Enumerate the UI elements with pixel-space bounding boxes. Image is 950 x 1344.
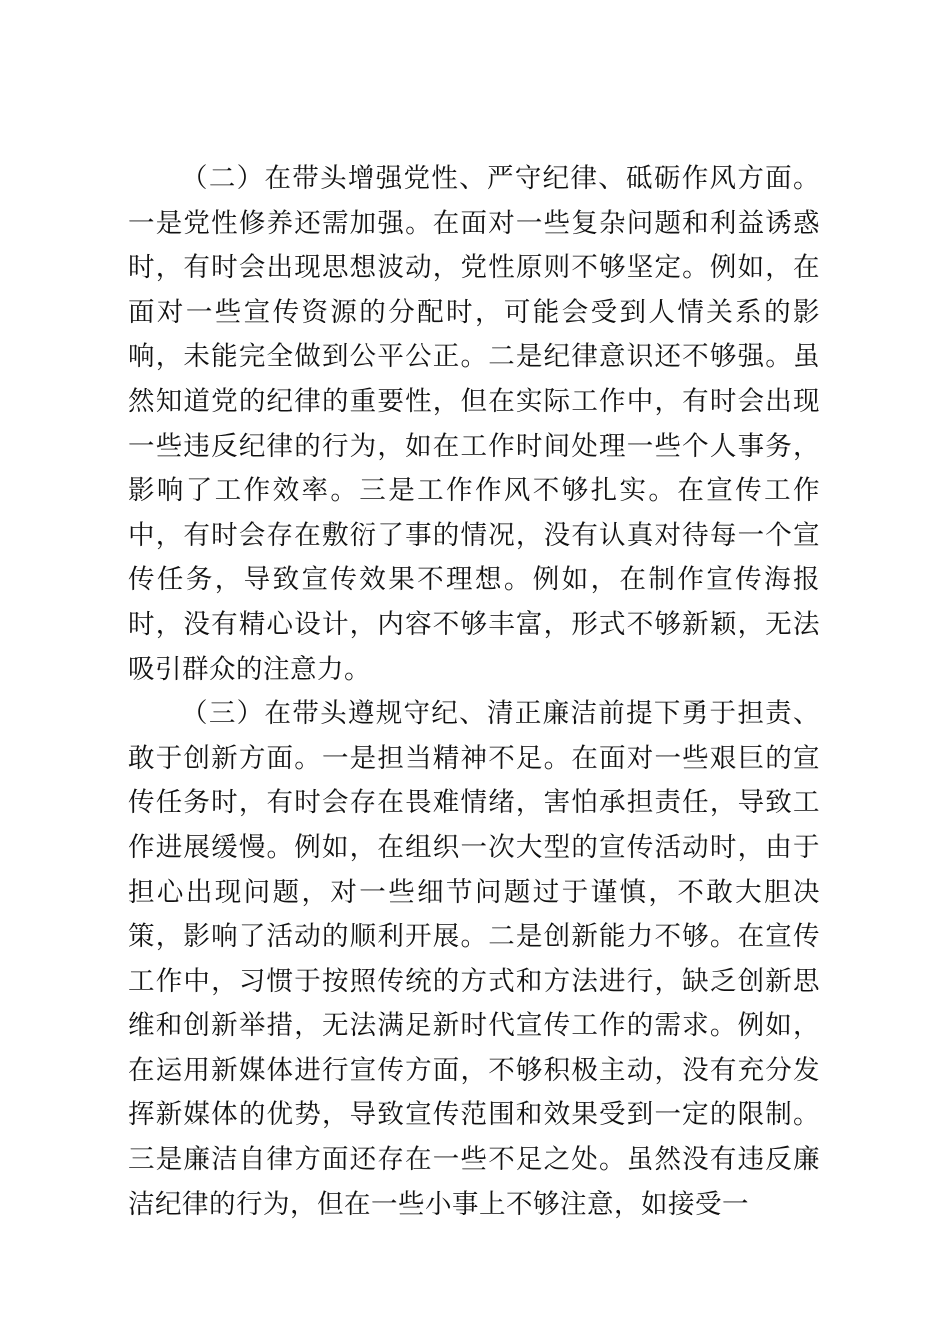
document-body: [128, 157, 820, 1227]
paragraph-section-3: （三）在带头遵规守纪、清正廉洁前提下勇于担责、敢于创新方面。一是担当精神不足。在面对一些艰巨的宣传任务时，有时会存在畏难情绪，害怕承担责任，导致工作进展缓慢。例如，在组织一次大型的宣传活动时，由于担心出现问题，对一些细节问题过于谨慎，不敢大胆决策，影响了活动的顺利开展。二是创新能力不够。在宣传工作中，习惯于按照传统的方式和方法进行，缺乏创新思维和创新举措，无法满足新时代宣传工作的需求。例如，在运用新媒体进行宣传方面，不够积极主动，没有充分发挥新媒体的优势，导致宣传范围和效果受到一定的限制。三是廉洁自律方面还存在一些不足之处。虽然没有违反廉洁纪律的行为，但在一些小事上不够注意，如接受一: [128, 698, 820, 1220]
paragraph-section-2: （二）在带头增强党性、严守纪律、砥砺作风方面。一是党性修养还需加强。在面对一些复杂问题和利益诱惑时，有时会出现思想波动，党性原则不够坚定。例如，在面对一些宣传资源的分配时，可能会受到人情关系的影响，未能完全做到公平公正。二是纪律意识还不够强。虽然知道党的纪律的重要性，但在实际工作中，有时会出现一些违反纪律的行为，如在工作时间处理一些个人事务，影响了工作效率。三是工作作风不够扎实。在宣传工作中，有时会存在敷衍了事的情况，没有认真对待每一个宣传任务，导致宣传效果不理想。例如，在制作宣传海报时，没有精心设计，内容不够丰富，形式不够新颖，无法吸引群众的注意力。: [128, 163, 820, 685]
